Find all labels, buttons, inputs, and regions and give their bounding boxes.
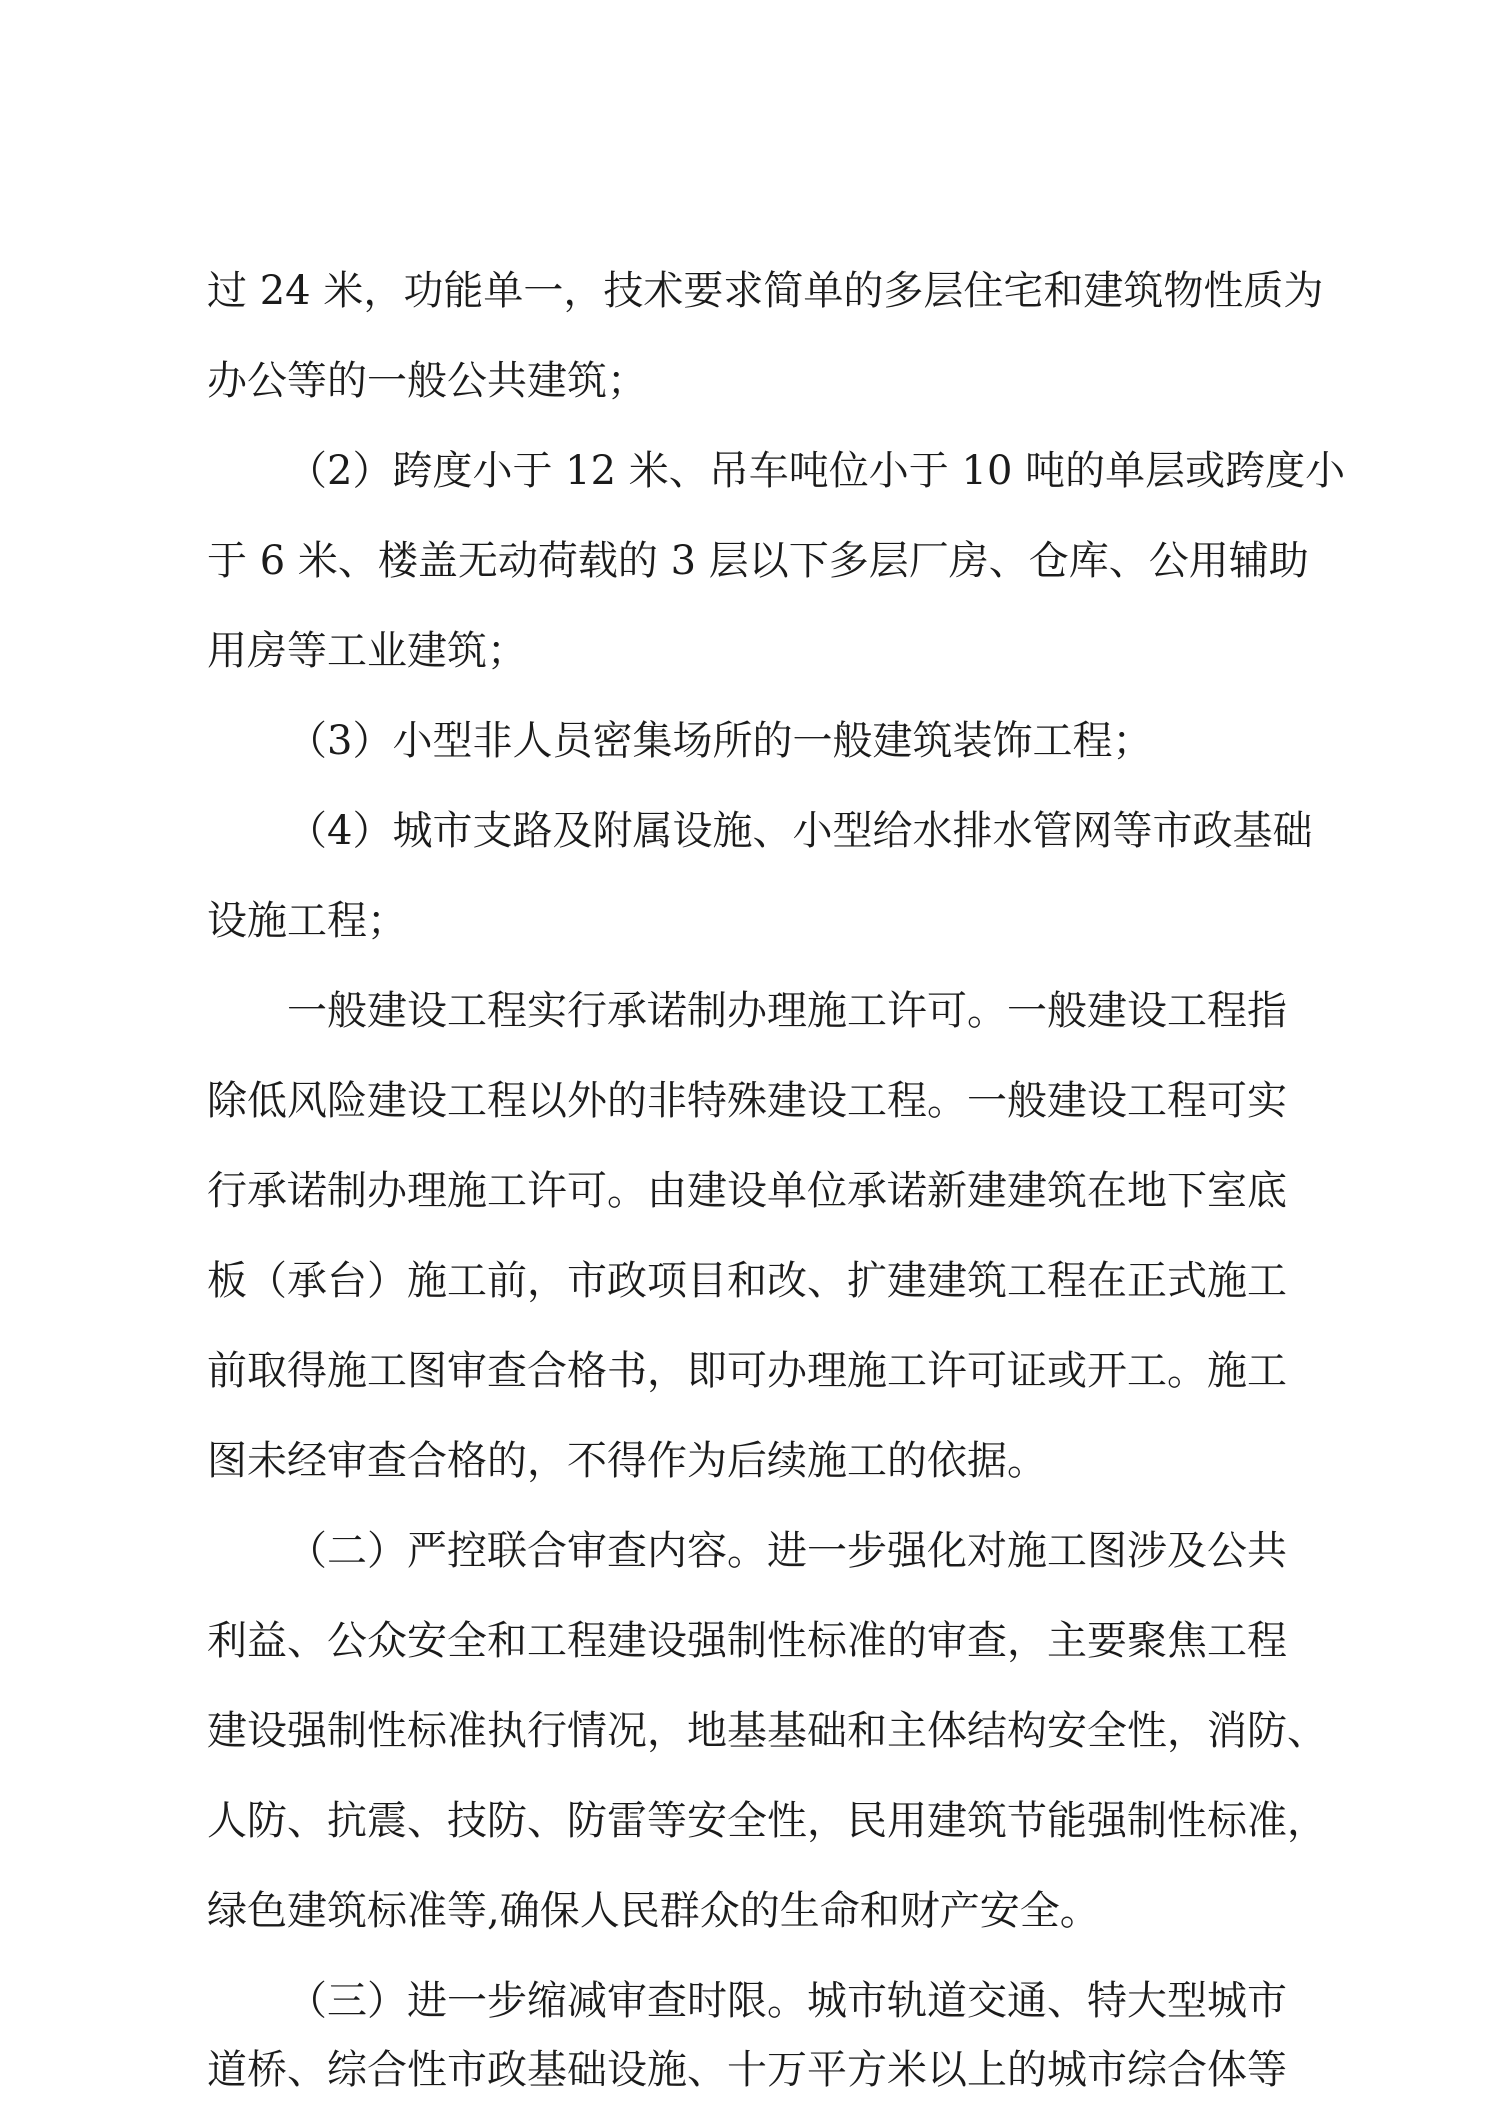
text-line: 用房等工业建筑；: [207, 628, 527, 674]
text-line: 一般建设工程实行承诺制办理施工许可。一般建设工程指: [287, 988, 1287, 1034]
text-line: 设施工程；: [207, 898, 407, 944]
text-line: 绿色建筑标准等,确保人民群众的生命和财产安全。: [207, 1888, 1100, 1934]
text-line: 建设强制性标准执行情况，地基基础和主体结构安全性，消防、: [207, 1708, 1327, 1754]
text-line: 行承诺制办理施工许可。由建设单位承诺新建建筑在地下室底: [207, 1168, 1287, 1214]
text-line: 除低风险建设工程以外的非特殊建设工程。一般建设工程可实: [207, 1078, 1287, 1124]
text-line: 前取得施工图审查合格书，即可办理施工许可证或开工。施工: [207, 1348, 1287, 1394]
text-line: 利益、公众安全和工程建设强制性标准的审查，主要聚焦工程: [207, 1618, 1287, 1664]
text-line: 于 6 米、楼盖无动荷载的 3 层以下多层厂房、仓库、公用辅助: [207, 538, 1309, 584]
text-line: 过 24 米，功能单一，技术要求简单的多层住宅和建筑物性质为: [207, 268, 1324, 314]
text-line: 道桥、综合性市政基础设施、十万平方米以上的城市综合体等: [207, 2047, 1287, 2093]
text-line: 图未经审查合格的，不得作为后续施工的依据。: [207, 1438, 1047, 1484]
text-line: （二）严控联合审查内容。进一步强化对施工图涉及公共: [287, 1528, 1287, 1574]
text-line: （2）跨度小于 12 米、吊车吨位小于 10 吨的单层或跨度小: [287, 448, 1346, 494]
text-line: （3）小型非人员密集场所的一般建筑装饰工程；: [287, 718, 1153, 764]
text-line: （三）进一步缩减审查时限。城市轨道交通、特大型城市: [287, 1978, 1287, 2024]
text-line: 人防、抗震、技防、防雷等安全性，民用建筑节能强制性标准，: [207, 1798, 1327, 1844]
text-line: （4）城市支路及附属设施、小型给水排水管网等市政基础: [287, 808, 1313, 854]
text-line: 办公等的一般公共建筑；: [207, 358, 647, 404]
text-line: 板（承台）施工前，市政项目和改、扩建建筑工程在正式施工: [207, 1258, 1287, 1304]
